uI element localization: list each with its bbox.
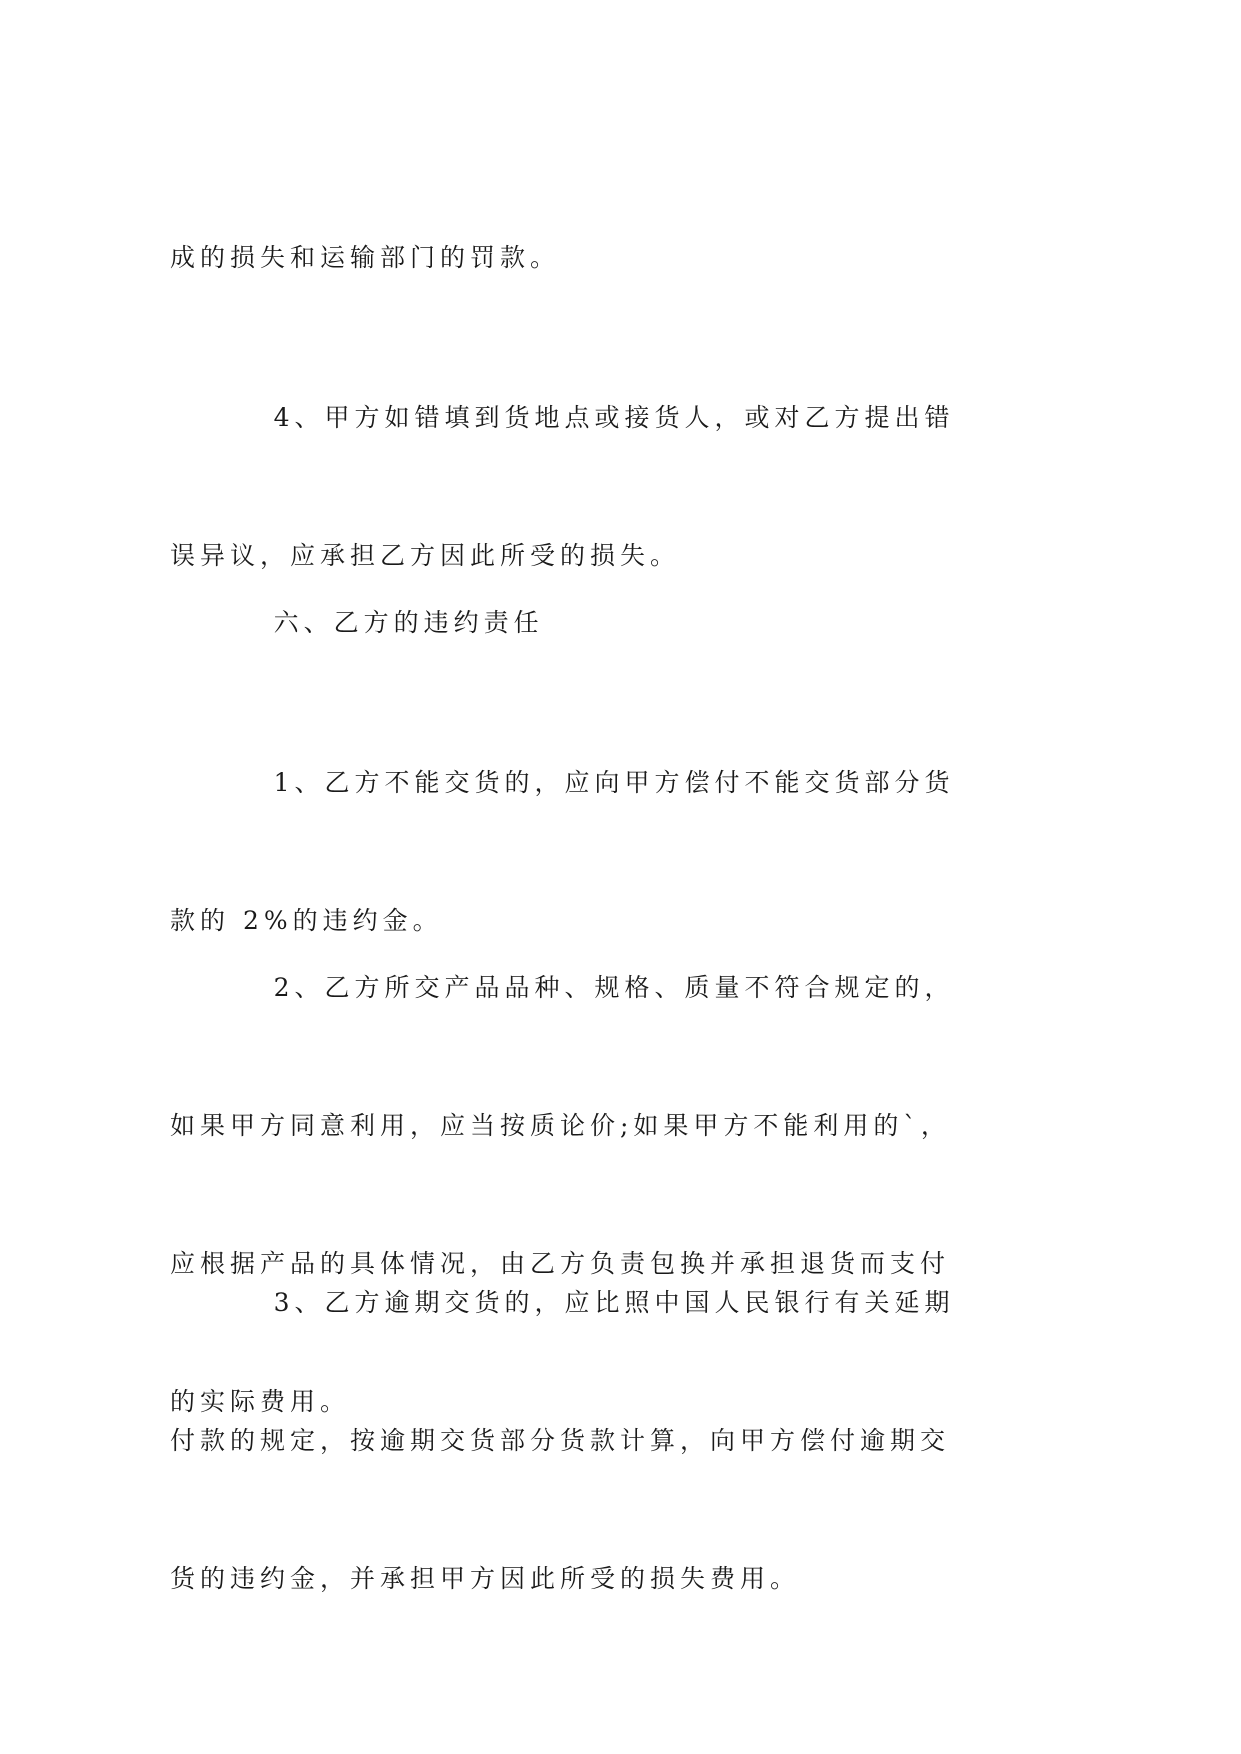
- text-line: 付款的规定，按逾期交货部分货款计算，向甲方偿付逾期交: [170, 1426, 951, 1455]
- text-line: 应根据产品的具体情况，由乙方负责包换并承担退货而支付: [170, 1249, 951, 1278]
- text-line: 款的 2%的违约金。: [170, 906, 443, 935]
- text-line: 的实际费用。: [170, 1387, 351, 1416]
- text-line: 六、乙方的违约责任: [170, 608, 544, 637]
- text-line: 成的损失和运输部门的罚款。: [170, 243, 561, 272]
- text-line: 误异议，应承担乙方因此所受的损失。: [170, 541, 681, 570]
- paragraph-clause-3-late-delivery: [170, 1188, 960, 1694]
- text-line: 如果甲方同意利用，应当按质论价;如果甲方不能利用的`，: [170, 1111, 951, 1140]
- text-line: 2、乙方所交产品品种、规格、质量不符合规定的，: [170, 973, 955, 1002]
- text-line: 货的违约金，并承担甲方因此所受的损失费用。: [170, 1564, 801, 1593]
- text-line: 1、乙方不能交货的，应向甲方偿付不能交货部分货: [170, 768, 955, 797]
- text-line: 3、乙方逾期交货的，应比照中国人民银行有关延期: [170, 1288, 955, 1317]
- text-line: 4、甲方如错填到货地点或接货人，或对乙方提出错: [170, 403, 955, 432]
